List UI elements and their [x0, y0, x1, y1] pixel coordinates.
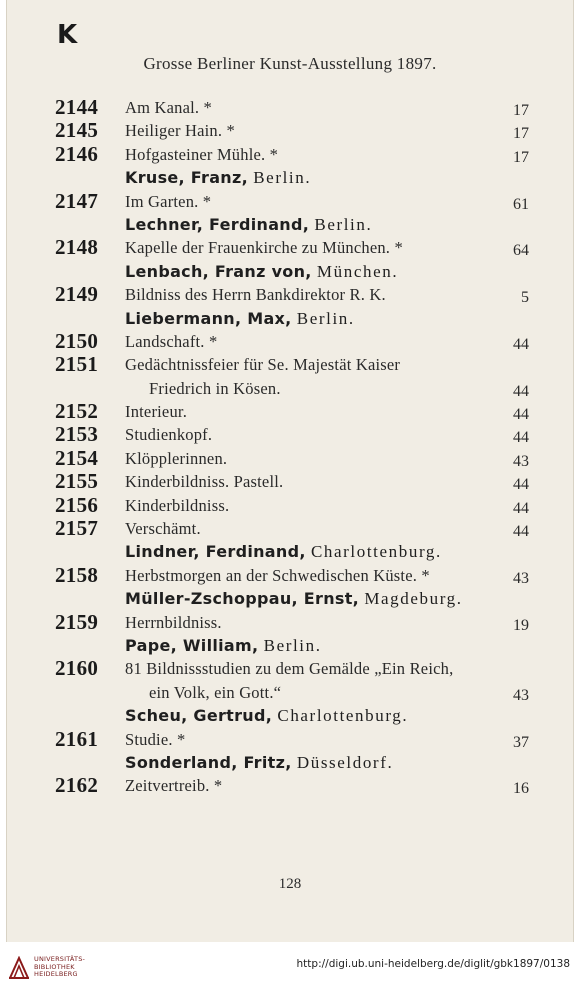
- catalog-entry: [55, 564, 533, 587]
- entry-number: 2153: [55, 422, 99, 447]
- artist-heading: [55, 307, 533, 330]
- catalog-entry: [55, 611, 533, 634]
- artist-line: [125, 751, 393, 774]
- artist-city: Berlin.: [296, 308, 355, 328]
- artist-line: [125, 704, 408, 727]
- entry-title: Bildniss des Herrn Bankdirektor R. K.: [125, 285, 386, 305]
- artist-heading: [55, 587, 533, 610]
- artist-line: [125, 260, 398, 283]
- entry-title: Im Garten. *: [125, 191, 212, 211]
- entry-page-ref: 44: [513, 406, 529, 424]
- entry-page-ref: 16: [513, 780, 529, 798]
- entry-title: Landschaft. *: [125, 331, 218, 351]
- artist-name: Sonderland, Fritz,: [125, 752, 292, 772]
- entry-number: 2147: [55, 188, 99, 213]
- entry-page-ref: 43: [513, 686, 529, 704]
- artist-name: Lenbach, Franz von,: [125, 261, 312, 281]
- artist-name: Pape, William,: [125, 635, 259, 655]
- entry-title: Friedrich in Kösen.: [149, 378, 281, 398]
- catalog-page: [6, 0, 574, 942]
- artist-name: Lindner, Ferdinand,: [125, 542, 306, 562]
- catalog-entry: [55, 728, 533, 751]
- entry-number: 2144: [55, 95, 99, 119]
- artist-city: Magdeburg.: [364, 589, 463, 609]
- artist-heading: [55, 260, 533, 283]
- entry-number: 2157: [55, 516, 99, 541]
- entry-number: 2146: [55, 141, 99, 166]
- artist-heading: [55, 540, 533, 563]
- entry-title: Kapelle der Frauenkirche zu München. *: [125, 238, 403, 258]
- artist-line: [125, 213, 372, 236]
- artist-name: Lechner, Ferdinand,: [125, 214, 310, 234]
- catalog-entry: [55, 190, 533, 213]
- entry-title: Herbstmorgen an der Schwedischen Küste. *: [125, 565, 430, 585]
- entry-page-ref: 64: [513, 242, 529, 260]
- entry-number: 2162: [55, 773, 99, 798]
- artist-heading: [55, 704, 533, 727]
- section-letter: K: [57, 20, 77, 50]
- entry-title: Kinderbildniss. Pastell.: [125, 472, 284, 492]
- catalog-entry: [55, 774, 533, 797]
- catalog-entry: [55, 96, 533, 119]
- entry-number: 2151: [55, 352, 99, 377]
- entry-continuation: [55, 681, 533, 704]
- entry-title: Verschämt.: [125, 519, 201, 539]
- entry-number: 2149: [55, 282, 99, 307]
- entry-page-ref: 61: [513, 195, 529, 213]
- entry-page-ref: 19: [513, 616, 529, 634]
- entry-title: Gedächtnissfeier für Se. Majestät Kaiser: [125, 355, 401, 375]
- source-url-link[interactable]: http://digi.ub.uni-heidelberg.de/diglit/gbk1897/0138: [296, 958, 570, 970]
- entry-number: 2156: [55, 492, 99, 517]
- catalog-entry: [55, 400, 533, 423]
- entry-page-ref: 44: [513, 382, 529, 400]
- entry-number: 2148: [55, 235, 99, 260]
- artist-city: Berlin.: [314, 214, 373, 234]
- catalog-entry: [55, 119, 533, 142]
- artist-heading: [55, 634, 533, 657]
- entry-page-ref: 43: [513, 569, 529, 587]
- artist-city: Charlottenburg.: [310, 542, 442, 562]
- entry-page-ref: 17: [513, 102, 529, 119]
- entry-title: Klöpplerinnen.: [125, 448, 228, 468]
- artist-line: [125, 634, 322, 657]
- entry-title: Hofgasteiner Mühle. *: [125, 144, 279, 164]
- entry-page-ref: 17: [513, 148, 529, 166]
- entry-page-ref: 37: [513, 733, 529, 751]
- entry-number: 2161: [55, 726, 99, 751]
- catalog-entry: [55, 236, 533, 259]
- entry-number: 2152: [55, 399, 99, 424]
- catalog-entry: [55, 143, 533, 166]
- catalog-entry: [55, 517, 533, 540]
- entry-page-ref: 5: [521, 289, 529, 307]
- entry-title: Studie. *: [125, 729, 186, 749]
- catalog-entry: [55, 353, 533, 376]
- catalog-entry: [55, 494, 533, 517]
- entry-page-ref: 44: [513, 499, 529, 517]
- entry-page-ref: 43: [513, 452, 529, 470]
- entry-page-ref: 44: [513, 476, 529, 494]
- artist-heading: [55, 213, 533, 236]
- entry-title: Studienkopf.: [125, 425, 213, 445]
- artist-line: [125, 307, 355, 330]
- artist-city: Düsseldorf.: [296, 752, 394, 772]
- footer-strip: [0, 942, 578, 992]
- page-number: 128: [278, 876, 302, 892]
- artist-line: [125, 587, 463, 610]
- artist-city: Berlin.: [253, 168, 312, 188]
- library-logo-icon: [8, 956, 30, 980]
- entry-title: ein Volk, ein Gott.“: [149, 682, 282, 702]
- running-title: Grosse Berliner Kunst-Ausstellung 1897.: [143, 54, 437, 73]
- artist-name: Kruse, Franz,: [125, 168, 248, 188]
- artist-city: Berlin.: [263, 635, 322, 655]
- artist-heading: [55, 166, 533, 189]
- catalog-entry: [55, 283, 533, 306]
- artist-line: [125, 166, 311, 189]
- entry-continuation: [55, 377, 533, 400]
- catalog-entry: [55, 330, 533, 353]
- entry-title: Interieur.: [125, 402, 188, 422]
- catalog-entries: [55, 96, 533, 798]
- entry-page-ref: 17: [513, 125, 529, 143]
- entry-title: Zeitvertreib. *: [125, 776, 223, 796]
- artist-city: München.: [316, 261, 399, 281]
- entry-number: 2155: [55, 469, 99, 494]
- artist-name: Liebermann, Max,: [125, 308, 292, 328]
- catalog-entry: [55, 470, 533, 493]
- entry-number: 2145: [55, 118, 99, 143]
- entry-page-ref: 44: [513, 335, 529, 353]
- artist-heading: [55, 751, 533, 774]
- catalog-entry: [55, 657, 533, 680]
- entry-number: 2154: [55, 445, 99, 470]
- entry-title: Heiliger Hain. *: [125, 121, 235, 141]
- entry-number: 2158: [55, 562, 99, 587]
- catalog-entry: [55, 447, 533, 470]
- entry-number: 2160: [55, 656, 99, 681]
- entry-title: Am Kanal. *: [125, 98, 212, 117]
- artist-line: [125, 540, 442, 563]
- artist-name: Scheu, Gertrud,: [125, 706, 273, 726]
- entry-title: Herrnbildniss.: [125, 612, 222, 632]
- entry-title: 81 Bildnissstudien zu dem Gemälde „Ein Reich,: [125, 659, 454, 679]
- entry-number: 2150: [55, 328, 99, 353]
- artist-name: Müller-Zschoppau, Ernst,: [125, 589, 360, 609]
- entry-page-ref: 44: [513, 523, 529, 541]
- entry-title: Kinderbildniss.: [125, 495, 230, 515]
- entry-number: 2159: [55, 609, 99, 634]
- library-name: UNIVERSITÄTS- BIBLIOTHEK HEIDELBERG: [34, 955, 86, 978]
- artist-city: Charlottenburg.: [277, 706, 409, 726]
- entry-page-ref: 44: [513, 429, 529, 447]
- catalog-entry: [55, 423, 533, 446]
